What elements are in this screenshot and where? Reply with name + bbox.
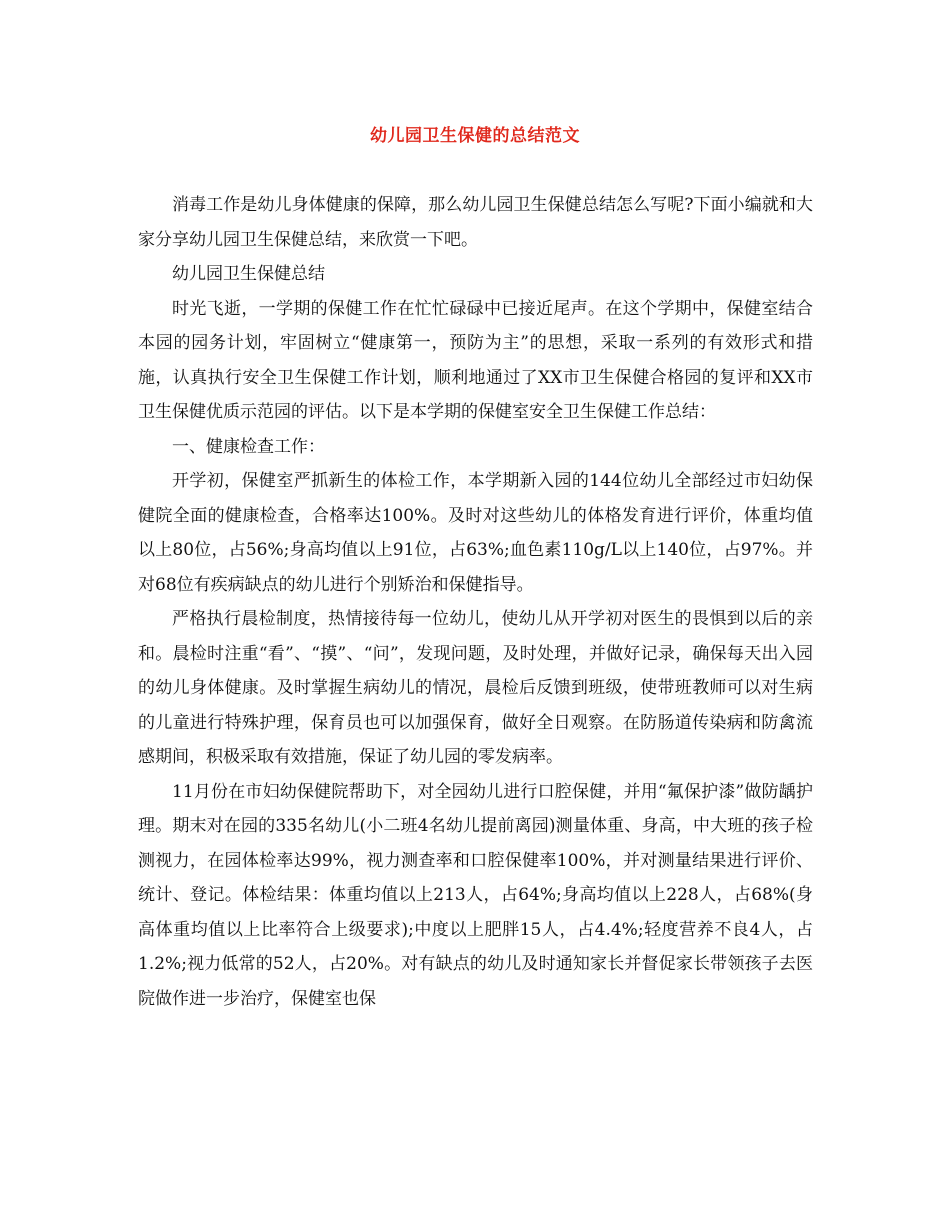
paragraph-new-student-check: 开学初，保健室严抓新生的体检工作，本学期新入园的144位幼儿全部经过市妇幼保健院全面的健康检查，合格率达100%。及时对这些幼儿的体格发育进行评价，体重均值以上80位，占56%;身高均值以上91位，占63%;血色素110g/L以上140位，占97%。并对68位有疾病缺点的幼儿进行个别矫治和保健指导。 [138,471,813,595]
section-heading-health-check: 一、健康检查工作： [172,436,325,457]
document-title: 幼儿园卫生保健的总结范文 [370,126,580,146]
paragraph-intro: 消毒工作是幼儿身体健康的保障，那么幼儿园卫生保健总结怎么写呢?下面小编就和大家分享幼儿园卫生保健总结，来欣赏一下吧。 [138,195,813,250]
paragraph-oral-care: 11月份在市妇幼保健院帮助下，对全园幼儿进行口腔保健，并用“氟保护漆”做防龋护理。期末对在园的335名幼儿(小二班4名幼儿提前离园)测量体重、身高，中大班的孩子检测视力，在园体检率达99%，视力测查率和口腔保健率100%，并对测量结果进行评价、统计、登记。体检结果：体重均值以上213人，占64%;身高均值以上228人，占68%(身高体重均值以上比率符合上级要求);中度以上肥胖15人，占4.4%;轻度营养不良4人，占1.2%;视力低常的52人，占20%。对有缺点的幼儿及时通知家长并督促家长带领孩子去医院做作进一步治疗，保健室也保 [138,781,813,1009]
paragraph-subtitle: 幼儿园卫生保健总结 [172,264,325,284]
paragraph-morning-check: 严格执行晨检制度，热情接待每一位幼儿，使幼儿从开学初对医生的畏惧到以后的亲和。晨检时注重“看”、“摸”、“问”，发现问题，及时处理，并做好记录，确保每天出入园的幼儿身体健康。及时掌握生病幼儿的情况，晨检后反馈到班级，使带班教师可以对生病的儿童进行特殊护理，保育员也可以加强保育，做好全日观察。在防肠道传染病和防禽流感期间，积极采取有效措施，保证了幼儿园的零发病率。 [138,609,813,767]
document-body [138,188,813,1016]
paragraph-overview: 时光飞逝，一学期的保健工作在忙忙碌碌中已接近尾声。在这个学期中，保健室结合本园的园务计划，牢固树立“健康第一，预防为主”的思想，采取一系列的有效形式和措施，认真执行安全卫生保健工作计划，顺利地通过了XX市卫生保健合格园的复评和XX市卫生保健优质示范园的评估。以下是本学期的保健室安全卫生保健工作总结： [138,298,813,422]
